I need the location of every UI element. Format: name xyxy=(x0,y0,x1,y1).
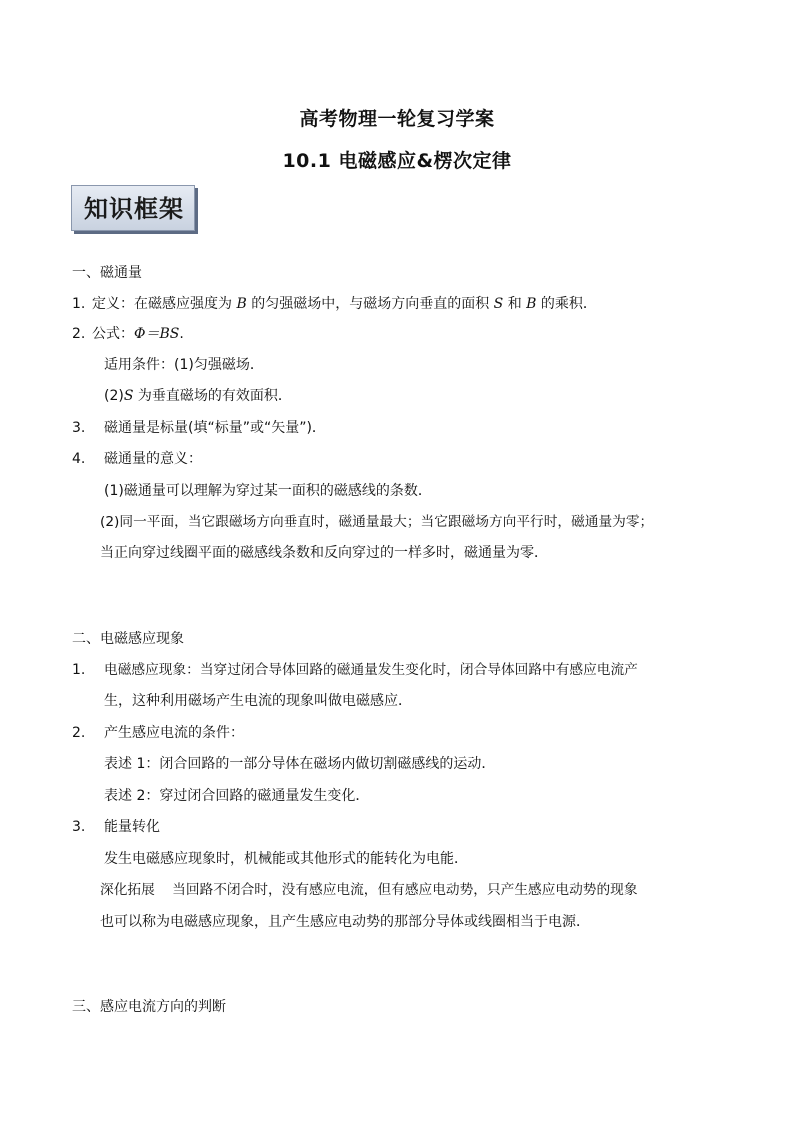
s2-item2-number: 2. xyxy=(72,725,86,741)
banner-label: 知识框架 xyxy=(84,195,184,223)
s1-item2-text xyxy=(92,324,184,344)
s1-item2-condition2 xyxy=(104,386,292,406)
s1-item4-number: 4. xyxy=(72,451,86,467)
section3-heading: 三、感应电流方向的判断 xyxy=(72,999,226,1015)
s1-item2-pre: 公式： xyxy=(92,326,134,342)
s1-item4-text: 磁通量的意义： xyxy=(104,451,202,467)
s1-item3-text: 磁通量是标量(填“标量”或“矢量”)． xyxy=(104,420,326,436)
section2-heading: 二、电磁感应现象 xyxy=(72,631,184,647)
s2-item1-line1: 电磁感应现象：当穿过闭合导体回路的磁通量发生变化时，闭合导体回路中有感应电流产 xyxy=(104,662,638,678)
s1-item1-post: 的乘积． xyxy=(536,296,597,312)
s1-item1-pre: 定义：在磁感应强度为 xyxy=(92,296,237,312)
var-s: S xyxy=(493,296,504,312)
s1-item2-condition1: 适用条件：(1)匀强磁场． xyxy=(104,357,264,373)
s1-item1-mid2: 和 xyxy=(503,296,527,312)
document-subtitle: 10.1 电磁感应&楞次定律 xyxy=(282,150,512,172)
s1-item4-point1: (1)磁通量可以理解为穿过某一面积的磁感线的条数． xyxy=(104,483,432,499)
section1-heading: 一、磁通量 xyxy=(72,265,142,281)
cond2-post: 为垂直磁场的有效面积． xyxy=(133,388,292,404)
s2-item1-number: 1. xyxy=(72,662,86,678)
s2-item1-line2: 生，这种利用磁场产生电流的现象叫做电磁感应． xyxy=(104,693,412,709)
s2-item2-text: 产生感应电流的条件： xyxy=(104,725,244,741)
s2-item3-detail: 发生电磁感应现象时，机械能或其他形式的能转化为电能． xyxy=(104,851,468,867)
s1-item1-mid: 的匀强磁场中，与磁场方向垂直的面积 xyxy=(246,296,494,312)
s1-item1-number: 1. xyxy=(72,296,86,312)
s2-item2-statement2: 表述 2：穿过闭合回路的磁通量发生变化． xyxy=(104,788,370,804)
s1-item2-post: . xyxy=(179,326,184,342)
var-b2: B xyxy=(526,296,537,312)
cond2-pre: (2) xyxy=(104,388,124,404)
s1-item4-point2-line2: 当正向穿过线圈平面的磁感线条数和反向穿过的一样多时，磁通量为零． xyxy=(100,545,548,561)
s1-item4-point2-line1: (2)同一平面，当它跟磁场方向垂直时，磁通量最大；当它跟磁场方向平行时，磁通量为零； xyxy=(100,514,654,530)
s2-item3-text: 能量转化 xyxy=(104,819,160,835)
s1-item3-number: 3. xyxy=(72,420,86,436)
s1-item2-number: 2. xyxy=(72,326,86,342)
knowledge-framework-banner xyxy=(71,185,195,231)
var-b: B xyxy=(236,296,247,312)
s1-item1-text xyxy=(92,294,597,314)
flux-formula: Φ＝BS xyxy=(134,326,180,342)
var-s2: S xyxy=(123,388,134,404)
s2-item3-number: 3. xyxy=(72,819,86,835)
s2-extension-line2: 也可以称为电磁感应现象，且产生感应电动势的那部分导体或线圈相当于电源． xyxy=(100,914,590,930)
s2-item2-statement1: 表述 1：闭合回路的一部分导体在磁场内做切割磁感线的运动． xyxy=(104,756,496,772)
s2-extension-line1: 深化拓展 当回路不闭合时，没有感应电流，但有感应电动势，只产生感应电动势的现象 xyxy=(100,882,638,898)
document-title: 高考物理一轮复习学案 xyxy=(299,108,495,130)
